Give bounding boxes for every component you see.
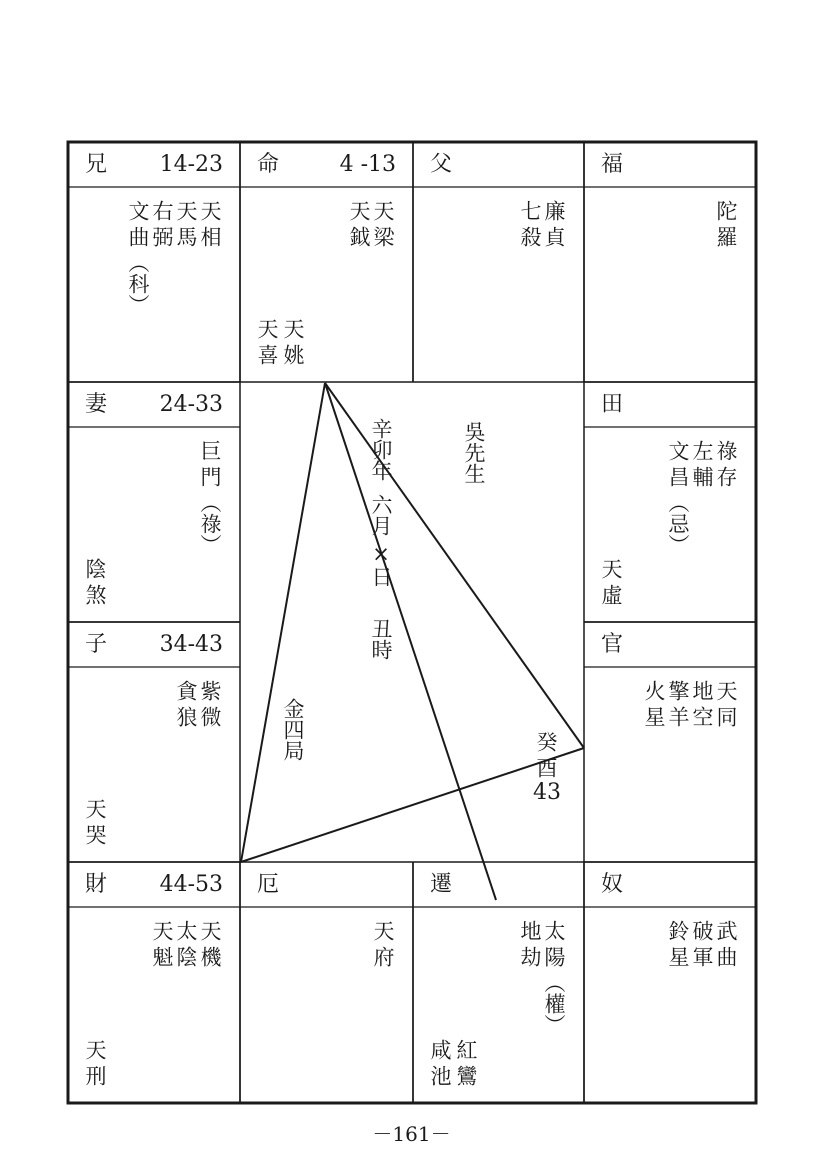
major-star-nu-0-0: 武 [714, 920, 738, 941]
palace-name-qi: 妻 [85, 392, 108, 417]
palace-name-fu: 父 [430, 152, 453, 177]
major-star-ming-1-1: 鉞 [347, 226, 371, 247]
center-annotation-age: 43 [533, 780, 561, 805]
palace-age-range-qi: 24-33 [159, 392, 223, 417]
sanfang-line-ming-cai [241, 383, 325, 862]
major-star-tian-2-1: 昌 [666, 466, 690, 487]
minor-star-zi-0-1: 哭 [83, 824, 107, 845]
major-star-nu-1-0: 破 [690, 920, 714, 941]
major-star-nu-2-0: 鈴 [666, 920, 690, 941]
major-star-qian-1-0: 地 [518, 920, 542, 941]
minor-star-cai-0-0: 天 [83, 1039, 107, 1060]
minor-star-tian-0-1: 虛 [599, 584, 623, 605]
major-star-xiong-3-1: 曲 [126, 226, 150, 247]
palace-name-tian: 田 [601, 392, 624, 417]
palace-name-cai: 財 [85, 872, 108, 897]
sanfang-line-guan-ming [325, 383, 584, 748]
major-star-xiong-0-1: 相 [198, 226, 222, 247]
major-star-guan-3-0: 火 [642, 680, 666, 701]
minor-star-qian-1-1: 池 [428, 1065, 452, 1086]
major-star-guan-1-1: 空 [690, 706, 714, 727]
major-star-zi-0-0: 紫 [198, 680, 222, 701]
center-birth-hour: 丑時 [369, 618, 393, 660]
palace-name-ming: 命 [257, 152, 280, 177]
major-star-guan-1-0: 地 [690, 680, 714, 701]
major-star-cai-1-1: 陰 [174, 946, 198, 967]
major-star-xiong-3-2: （科） [126, 252, 150, 315]
major-star-qian-0-0: 太 [542, 920, 566, 941]
minor-star-zi-0-0: 天 [83, 798, 107, 819]
palace-age-range-xiong: 14-23 [159, 152, 223, 177]
major-star-cai-0-1: 機 [198, 946, 222, 967]
palace-name-zi: 子 [85, 632, 108, 657]
major-star-cai-2-0: 天 [150, 920, 174, 941]
major-star-xiong-1-0: 天 [174, 200, 198, 221]
major-star-qian-0-2: （權） [542, 972, 566, 1035]
palace-name-nu: 奴 [601, 872, 624, 897]
minor-star-ming-0-1: 姚 [281, 344, 305, 365]
major-star-ming-0-0: 天 [371, 200, 395, 221]
major-star-xiong-2-1: 弼 [150, 226, 174, 247]
major-star-xiong-1-1: 馬 [174, 226, 198, 247]
major-star-fu-0-0: 廉 [542, 200, 566, 221]
palace-age-range-zi: 34-43 [159, 632, 223, 657]
major-star-qi-0-2: （祿） [198, 492, 222, 555]
major-star-guan-0-0: 天 [714, 680, 738, 701]
major-star-guan-3-1: 星 [642, 706, 666, 727]
center-birth-day: ×日 [369, 542, 393, 587]
major-star-fu-1-0: 七 [518, 200, 542, 221]
major-star-cai-0-0: 天 [198, 920, 222, 941]
major-star-e-0-1: 府 [371, 946, 395, 967]
minor-star-ming-1-1: 喜 [255, 344, 279, 365]
minor-star-qi-0-0: 陰 [83, 558, 107, 579]
major-star-xiong-2-0: 右 [150, 200, 174, 221]
major-star-nu-2-1: 星 [666, 946, 690, 967]
major-star-zi-1-0: 貪 [174, 680, 198, 701]
minor-star-tian-0-0: 天 [599, 558, 623, 579]
palace-name-e: 厄 [257, 872, 280, 897]
major-star-fude-0-0: 陀 [714, 200, 738, 221]
minor-star-ming-0-0: 天 [281, 318, 305, 339]
major-star-tian-0-1: 存 [714, 466, 738, 487]
center-birth-month: 六月 [369, 494, 393, 536]
palace-name-qian: 遷 [430, 872, 453, 897]
major-star-qi-0-1: 門 [198, 466, 222, 487]
major-star-tian-1-0: 左 [690, 440, 714, 461]
palace-name-fude: 福 [601, 152, 624, 177]
major-star-xiong-0-0: 天 [198, 200, 222, 221]
major-star-tian-0-0: 祿 [714, 440, 738, 461]
minor-star-qian-1-0: 咸 [428, 1039, 452, 1060]
center-bureau: 金四局 [281, 698, 305, 761]
major-star-nu-0-1: 曲 [714, 946, 738, 967]
palace-age-range-cai: 44-53 [159, 872, 223, 897]
minor-star-qian-0-0: 紅 [454, 1039, 478, 1060]
page-number: －161－ [372, 1122, 451, 1146]
major-star-tian-2-0: 文 [666, 440, 690, 461]
major-star-cai-1-0: 太 [174, 920, 198, 941]
center-client: 吳先生 [462, 421, 486, 484]
major-star-e-0-0: 天 [371, 920, 395, 941]
major-star-nu-1-1: 軍 [690, 946, 714, 967]
palace-age-range-ming: 4 -13 [339, 152, 396, 177]
major-star-fude-0-1: 羅 [714, 226, 738, 247]
center-birth-year: 辛卯年 [369, 418, 393, 481]
major-star-qi-0-0: 巨 [198, 440, 222, 461]
major-star-guan-0-1: 同 [714, 706, 738, 727]
major-star-fu-0-1: 貞 [542, 226, 566, 247]
major-star-zi-0-1: 微 [198, 706, 222, 727]
minor-star-qi-0-1: 煞 [83, 584, 107, 605]
major-star-tian-1-1: 輔 [690, 466, 714, 487]
major-star-guan-2-0: 擎 [666, 680, 690, 701]
center-annotation-stem: 癸 [534, 731, 558, 752]
minor-star-qian-0-1: 鸞 [454, 1065, 478, 1086]
center-annotation-branch: 酉 [534, 757, 558, 778]
major-star-ming-1-0: 天 [347, 200, 371, 221]
major-star-guan-2-1: 羊 [666, 706, 690, 727]
major-star-qian-0-1: 陽 [542, 946, 566, 967]
major-star-zi-1-1: 狼 [174, 706, 198, 727]
major-star-fu-1-1: 殺 [518, 226, 542, 247]
major-star-ming-0-1: 梁 [371, 226, 395, 247]
major-star-xiong-3-0: 文 [126, 200, 150, 221]
major-star-cai-2-1: 魁 [150, 946, 174, 967]
major-star-tian-2-2: （忌） [666, 492, 690, 555]
palace-name-guan: 官 [601, 632, 624, 657]
minor-star-ming-1-0: 天 [255, 318, 279, 339]
minor-star-cai-0-1: 刑 [83, 1065, 107, 1086]
major-star-qian-1-1: 劫 [518, 946, 542, 967]
palace-name-xiong: 兄 [85, 152, 108, 177]
